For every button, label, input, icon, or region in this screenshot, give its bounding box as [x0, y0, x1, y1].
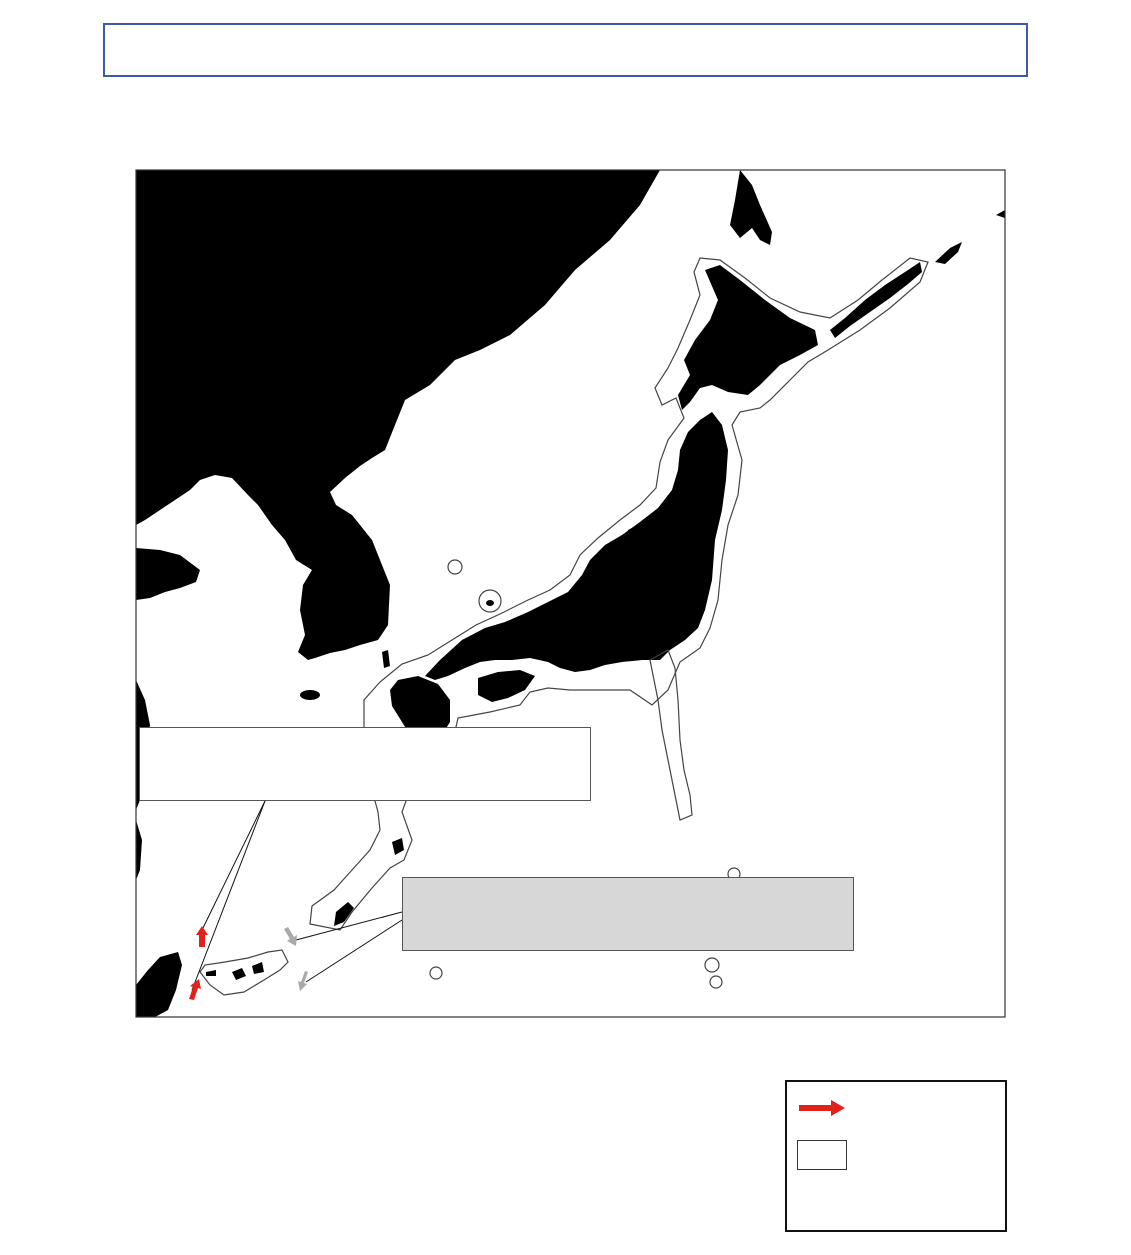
- outline-daito: [430, 967, 442, 979]
- leader-719-a: [202, 801, 265, 930]
- outline-swatch-icon: [797, 1140, 847, 1170]
- land-kurils-3: [996, 210, 1005, 218]
- legend: [785, 1080, 1007, 1232]
- land-sakhalin: [730, 170, 772, 245]
- outline-ogasawara-1: [705, 958, 719, 972]
- legend-row-this-release: [797, 1140, 859, 1170]
- land-jeju: [300, 690, 320, 700]
- outline-dokdo-area: [448, 560, 462, 574]
- land-yaeyama-2: [252, 962, 264, 974]
- land-yonaguni: [206, 970, 216, 976]
- land-fujian-coast: [136, 820, 142, 880]
- red-arrow-icon: [797, 1098, 847, 1118]
- leader-718-b: [306, 920, 402, 982]
- land-shandong: [136, 548, 200, 600]
- land-oki: [486, 600, 494, 606]
- land-yaeyama-1: [232, 968, 246, 980]
- outline-izu-chain: [650, 650, 692, 820]
- legend-row-chinese-navy: [797, 1098, 859, 1118]
- red-arrow-jul19-a: [196, 926, 208, 947]
- land-tsushima: [382, 650, 390, 668]
- land-kurils-1: [830, 262, 922, 338]
- red-arrow-jul19-b: [189, 979, 201, 1000]
- land-kurils-2: [935, 242, 962, 264]
- grey-arrow-jul18-a: [284, 927, 297, 946]
- callout-jul19: [139, 727, 591, 801]
- callout-jul18: [402, 877, 854, 951]
- grey-arrow-jul18-b: [298, 971, 308, 991]
- land-taiwan: [136, 952, 182, 1017]
- land-honshu: [425, 412, 728, 680]
- land-amami: [392, 838, 404, 855]
- outline-ogasawara-2: [710, 976, 722, 988]
- land-hokkaido: [678, 265, 818, 410]
